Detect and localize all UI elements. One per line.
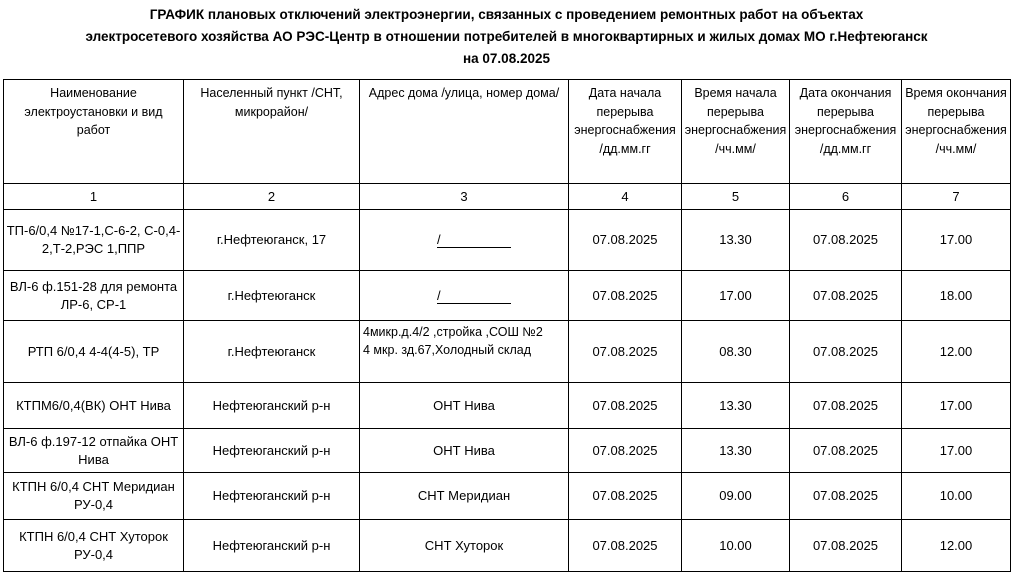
table-row [4,383,1011,429]
place-cell: г.Нефтеюганск [184,271,360,321]
place-cell: Нефтеюганский р-н [184,429,360,473]
time-start-cell: 13.30 [682,210,790,271]
address-line: 4 мкр. зд.67,Холодный склад [363,343,532,357]
place-cell: Нефтеюганский р-н [184,520,360,572]
header-cell: Адрес дома /улица, номер дома/ [360,80,569,184]
place-cell: Нефтеюганский р-н [184,383,360,429]
outage-schedule-table [3,79,1011,572]
time-start-cell: 13.30 [682,429,790,473]
equipment-cell: КТПМ6/0,4(ВК) ОНТ Нива [4,383,184,429]
time-end-cell: 18.00 [902,271,1011,321]
address-value: / [437,233,511,248]
address-cell: ОНТ Нива [360,383,569,429]
address-cell [360,210,569,271]
place-cell: Нефтеюганский р-н [184,473,360,520]
date-end-cell: 07.08.2025 [790,210,902,271]
time-start-cell: 09.00 [682,473,790,520]
equipment-cell: РТП 6/0,4 4-4(4-5), ТР [4,321,184,383]
address-cell: СНТ Меридиан [360,473,569,520]
date-end-cell: 07.08.2025 [790,520,902,572]
equipment-cell: КТПН 6/0,4 СНТ Хуторок РУ-0,4 [4,520,184,572]
column-number: 4 [569,184,682,210]
column-number: 6 [790,184,902,210]
header-cell: Населенный пункт /СНТ, микрорайон/ [184,80,360,184]
place-cell: г.Нефтеюганск [184,321,360,383]
equipment-cell: КТПН 6/0,4 СНТ Меридиан РУ-0,4 [4,473,184,520]
time-start-cell: 08.30 [682,321,790,383]
time-end-cell: 17.00 [902,383,1011,429]
column-number: 7 [902,184,1011,210]
time-end-cell: 10.00 [902,473,1011,520]
address-cell: ОНТ Нива [360,429,569,473]
date-start-cell: 07.08.2025 [569,321,682,383]
time-start-cell: 13.30 [682,383,790,429]
date-start-cell: 07.08.2025 [569,271,682,321]
header-cell: Время начала перерыва энергоснабжения /чч.мм/ [682,80,790,184]
date-start-cell: 07.08.2025 [569,429,682,473]
date-start-cell: 07.08.2025 [569,473,682,520]
address-cell [360,321,569,383]
title-line-2: электросетевого хозяйства АО РЭС-Центр в отношении потребителей в многоквартирных и жилых домах МО г.Нефтеюганск [85,29,928,44]
table-row [4,520,1011,572]
column-number: 5 [682,184,790,210]
date-end-cell: 07.08.2025 [790,271,902,321]
date-end-cell: 07.08.2025 [790,429,902,473]
header-cell: Время окончания перерыва энергоснабжения /чч.мм/ [902,80,1011,184]
date-end-cell: 07.08.2025 [790,321,902,383]
column-number: 3 [360,184,569,210]
table-row [4,271,1011,321]
date-end-cell: 07.08.2025 [790,383,902,429]
place-cell: г.Нефтеюганск, 17 [184,210,360,271]
time-end-cell: 17.00 [902,429,1011,473]
address-cell: СНТ Хуторок [360,520,569,572]
equipment-cell: ТП-6/0,4 №17-1,С-6-2, С-0,4-2,Т-2,РЭС 1,ППР [4,210,184,271]
time-end-cell: 12.00 [902,321,1011,383]
date-start-cell: 07.08.2025 [569,210,682,271]
table-row [4,429,1011,473]
table-row [4,210,1011,271]
header-cell: Дата окончания перерыва энергоснабжения /дд.мм.гг [790,80,902,184]
header-cell: Дата начала перерыва энергоснабжения /дд.мм.гг [569,80,682,184]
time-end-cell: 12.00 [902,520,1011,572]
table-row [4,473,1011,520]
date-start-cell: 07.08.2025 [569,383,682,429]
title-line-1: ГРАФИК плановых отключений электроэнергии, связанных с проведением ремонтных работ на объектах [149,7,864,22]
address-line: 4микр.д.4/2 ,стройка ,СОШ №2 [363,325,543,339]
title-date-line: на 07.08.2025 [463,51,550,66]
date-start-cell: 07.08.2025 [569,520,682,572]
header-cell: Наименование электроустановки и вид работ [4,80,184,184]
equipment-cell: ВЛ-6 ф.151-28 для ремонта ЛР-6, СР-1 [4,271,184,321]
column-number: 1 [4,184,184,210]
header-row [4,80,1011,184]
table-row [4,321,1011,383]
equipment-cell: ВЛ-6 ф.197-12 отпайка ОНТ Нива [4,429,184,473]
time-start-cell: 17.00 [682,271,790,321]
address-cell [360,271,569,321]
column-number: 2 [184,184,360,210]
column-number-row [4,184,1011,210]
schedule-title [0,0,1013,80]
time-end-cell: 17.00 [902,210,1011,271]
address-value: / [437,289,511,304]
time-start-cell: 10.00 [682,520,790,572]
date-end-cell: 07.08.2025 [790,473,902,520]
